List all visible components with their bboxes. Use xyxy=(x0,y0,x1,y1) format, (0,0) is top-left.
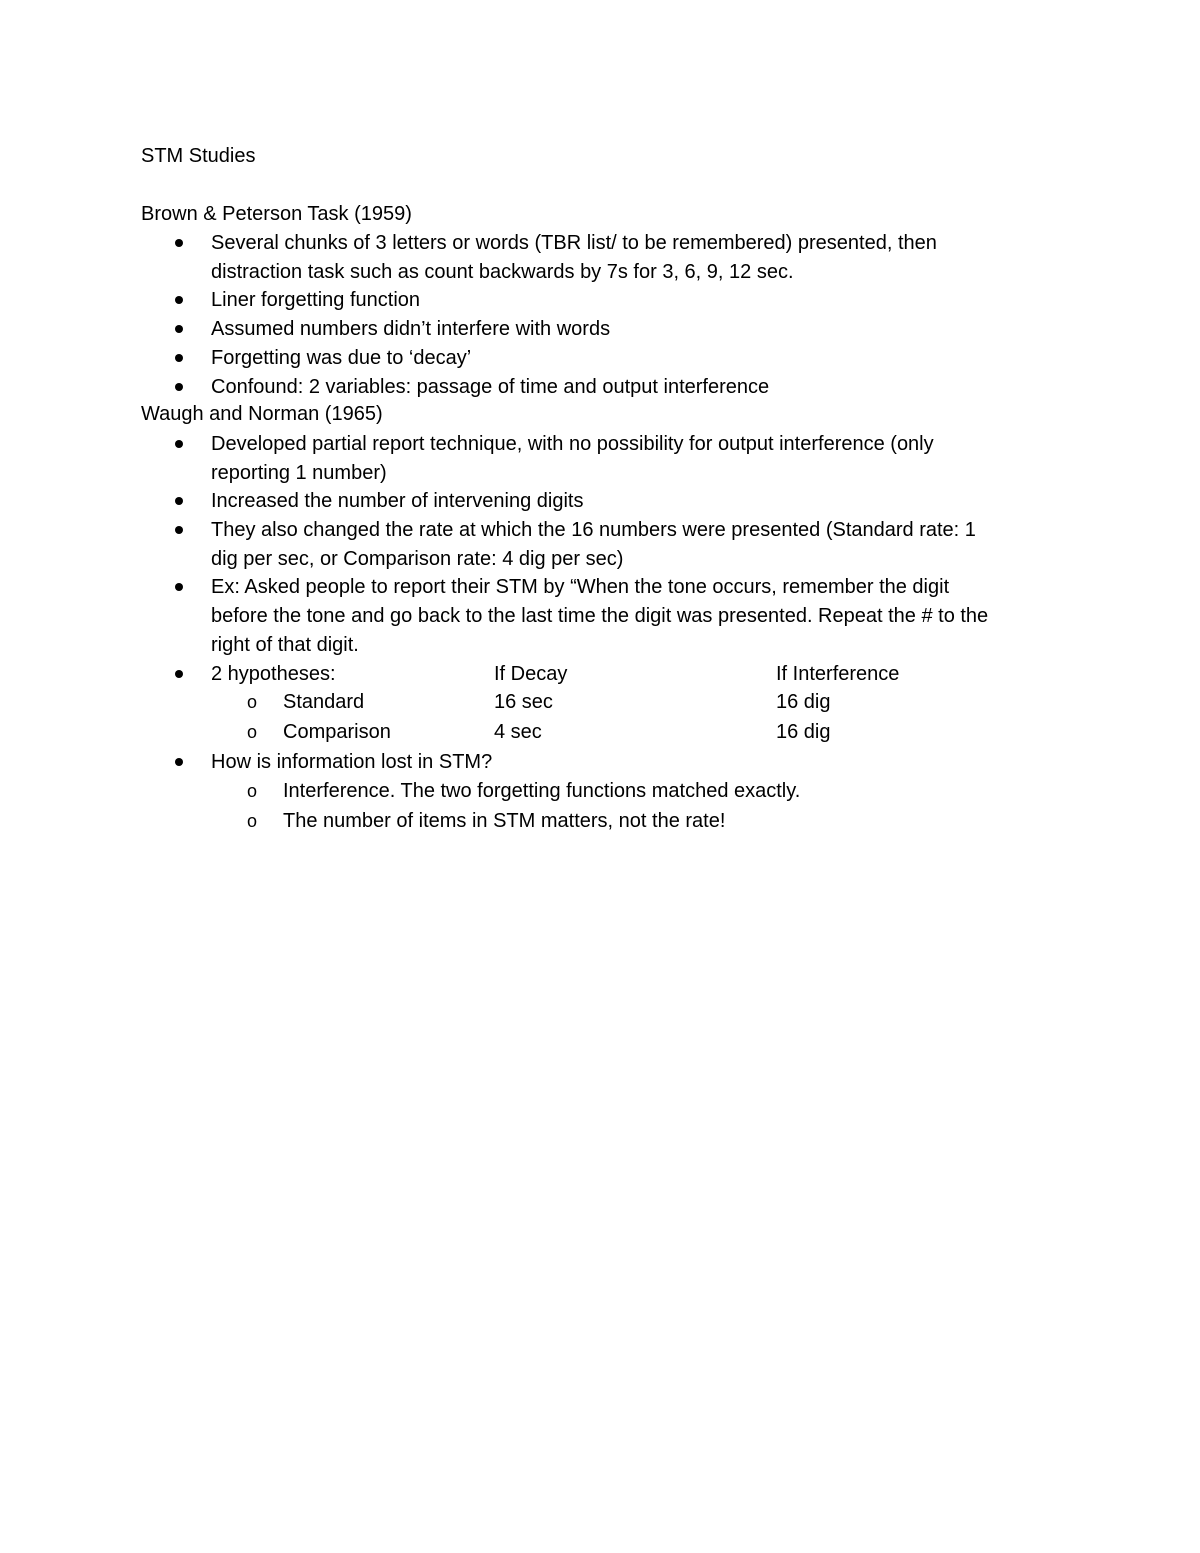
hypotheses-col-interference: If Interference xyxy=(776,663,900,685)
hypothesis-row-decay: 4 sec xyxy=(494,721,542,743)
answer-text: Interference. The two forgetting functions matched exactly. xyxy=(283,780,801,802)
hypothesis-row-interference: 16 dig xyxy=(776,721,831,743)
bullet-dot xyxy=(175,758,183,766)
hypothesis-row-name: Comparison xyxy=(283,721,391,743)
bullet-text: Confound: 2 variables: passage of time and output interference xyxy=(211,376,770,398)
bullet-dot xyxy=(175,583,183,591)
sub-bullet-marker: o xyxy=(247,781,258,801)
section-heading-waugh-norman: Waugh and Norman (1965) xyxy=(141,403,383,425)
bullet-dot xyxy=(175,383,183,391)
bullet-text: Forgetting was due to ‘decay’ xyxy=(211,347,472,369)
bullet-text: Developed partial report technique, with no possibility for output interference (only xyxy=(211,433,934,455)
question-text: How is information lost in STM? xyxy=(211,751,493,773)
answer-text: The number of items in STM matters, not the rate! xyxy=(283,810,726,832)
bullet-text-continued: distraction task such as count backwards by 7s for 3, 6, 9, 12 sec. xyxy=(211,261,794,283)
bullet-text: They also changed the rate at which the 16 numbers were presented (Standard rate: 1 xyxy=(211,519,976,541)
sub-bullet-marker: o xyxy=(247,692,258,712)
sub-bullet-marker: o xyxy=(247,811,258,831)
bullet-text: Assumed numbers didn’t interfere with words xyxy=(211,318,611,340)
bullet-dot xyxy=(175,497,183,505)
bullet-text-continued: reporting 1 number) xyxy=(211,462,387,484)
bullet-text: Several chunks of 3 letters or words (TBR list/ to be remembered) presented, then xyxy=(211,232,937,254)
hypothesis-row-name: Standard xyxy=(283,691,365,713)
bullet-dot xyxy=(175,440,183,448)
bullet-dot xyxy=(175,325,183,333)
bullet-dot xyxy=(175,526,183,534)
bullet-dot xyxy=(175,354,183,362)
hypothesis-row-decay: 16 sec xyxy=(494,691,553,713)
sub-bullet-marker: o xyxy=(247,722,258,742)
hypothesis-row-interference: 16 dig xyxy=(776,691,831,713)
bullet-text-continued: before the tone and go back to the last time the digit was presented. Repeat the # to the xyxy=(211,605,989,627)
bullet-dot xyxy=(175,239,183,247)
bullet-dot xyxy=(175,670,183,678)
bullet-text-continued: right of that digit. xyxy=(211,634,359,656)
bullet-dot xyxy=(175,296,183,304)
bullet-text-continued: dig per sec, or Comparison rate: 4 dig per sec) xyxy=(211,548,624,570)
section-heading-brown-peterson: Brown & Peterson Task (1959) xyxy=(141,203,412,225)
page-title: STM Studies xyxy=(141,145,256,167)
bullet-text: Ex: Asked people to report their STM by “When the tone occurs, remember the digit xyxy=(211,576,950,598)
bullet-text: Liner forgetting function xyxy=(211,289,421,311)
bullet-text: Increased the number of intervening digits xyxy=(211,490,584,512)
hypotheses-label: 2 hypotheses: xyxy=(211,663,336,685)
hypotheses-col-decay: If Decay xyxy=(494,663,568,685)
